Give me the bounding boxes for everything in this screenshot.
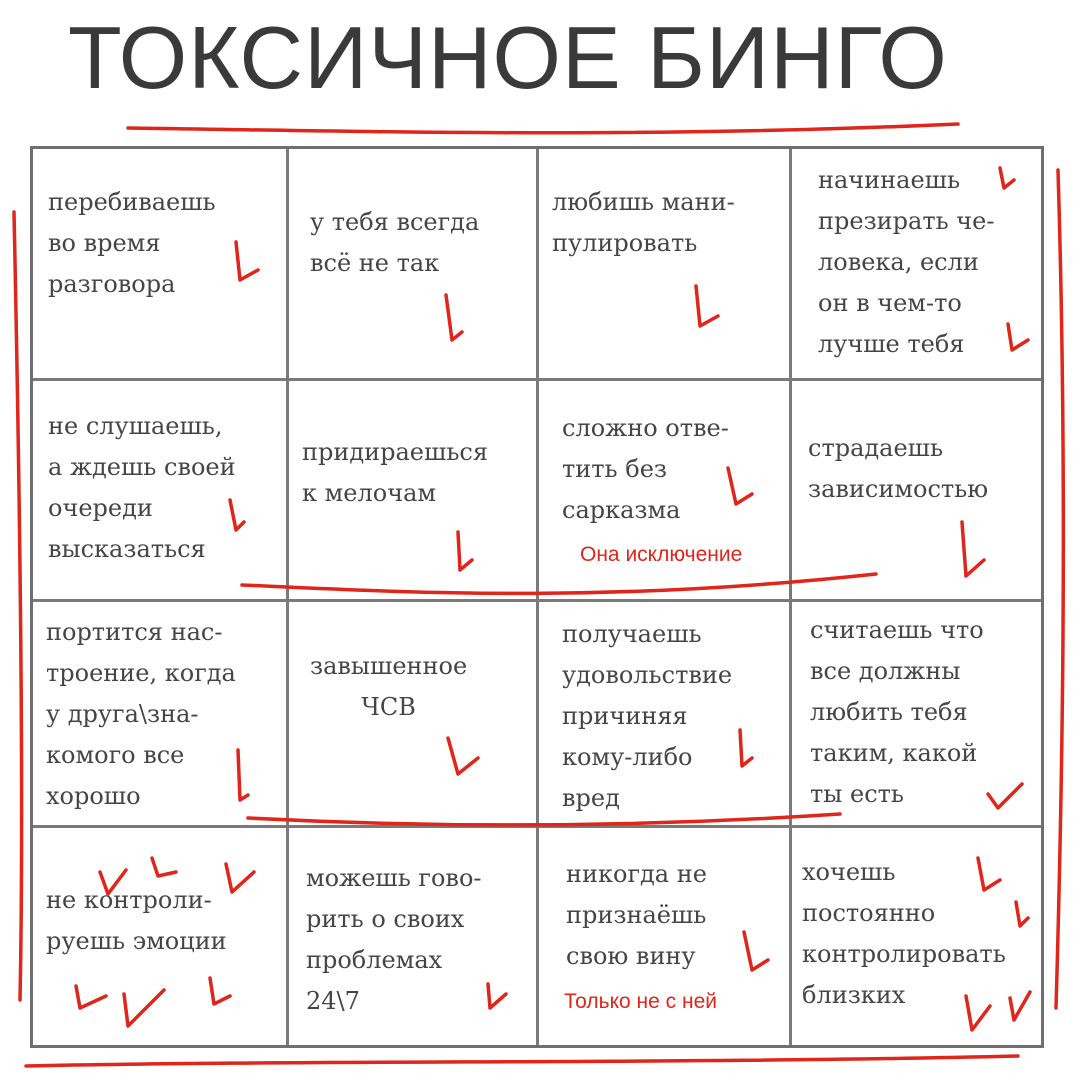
grid-line [33,825,1041,828]
grid-line [536,149,539,1045]
bingo-cell: начинаешь презирать че- ловека, если он в чем-то лучше тебя [818,166,995,358]
title-underline [128,124,958,133]
bingo-cell: можешь гово- рить о своих проблемах 24\7 [306,864,482,1015]
bingo-cell: у тебя всегда всё не так [310,208,480,277]
bingo-cell: не слушаешь, а ждешь своей очереди высказаться [48,412,236,563]
bingo-cell: портится нас- троение, когда у друга\зна- комого все хорошо [46,618,236,810]
right-bracket-line [1056,170,1063,1008]
bingo-cell: придираешься к мелочам [302,438,488,507]
bottom-underline [26,1056,1018,1066]
bingo-cell: никогда не признаёшь свою вину [566,860,707,970]
bingo-cell: перебиваешь во время разговора [48,188,216,298]
bingo-title: ТОКСИЧНОЕ БИНГО [68,8,948,107]
bingo-cell: любишь мани- пулировать [552,188,735,257]
bingo-cell: не контроли- руешь эмоции [46,886,227,955]
bingo-cell: хочешь постоянно контролировать близких [802,858,1006,1009]
bingo-cell: страдаешь зависимостью [808,434,989,503]
bingo-cell: завышенное ЧСВ [310,652,468,721]
left-bracket-line [14,212,22,1000]
grid-line [286,149,289,1045]
handwritten-note-exception: Она исключение [580,543,743,566]
bingo-cell: сложно отве- тить без сарказма [562,414,729,524]
grid-line [33,378,1041,381]
grid-line [33,599,1041,602]
bingo-cell: считаешь что все должны любить тебя таким, какой ты есть [810,616,984,808]
grid-line [789,149,792,1045]
handwritten-note-not-with-her: Только не с ней [564,990,717,1013]
bingo-cell: получаешь удовольствие причиняя кому-либо вред [562,620,733,812]
